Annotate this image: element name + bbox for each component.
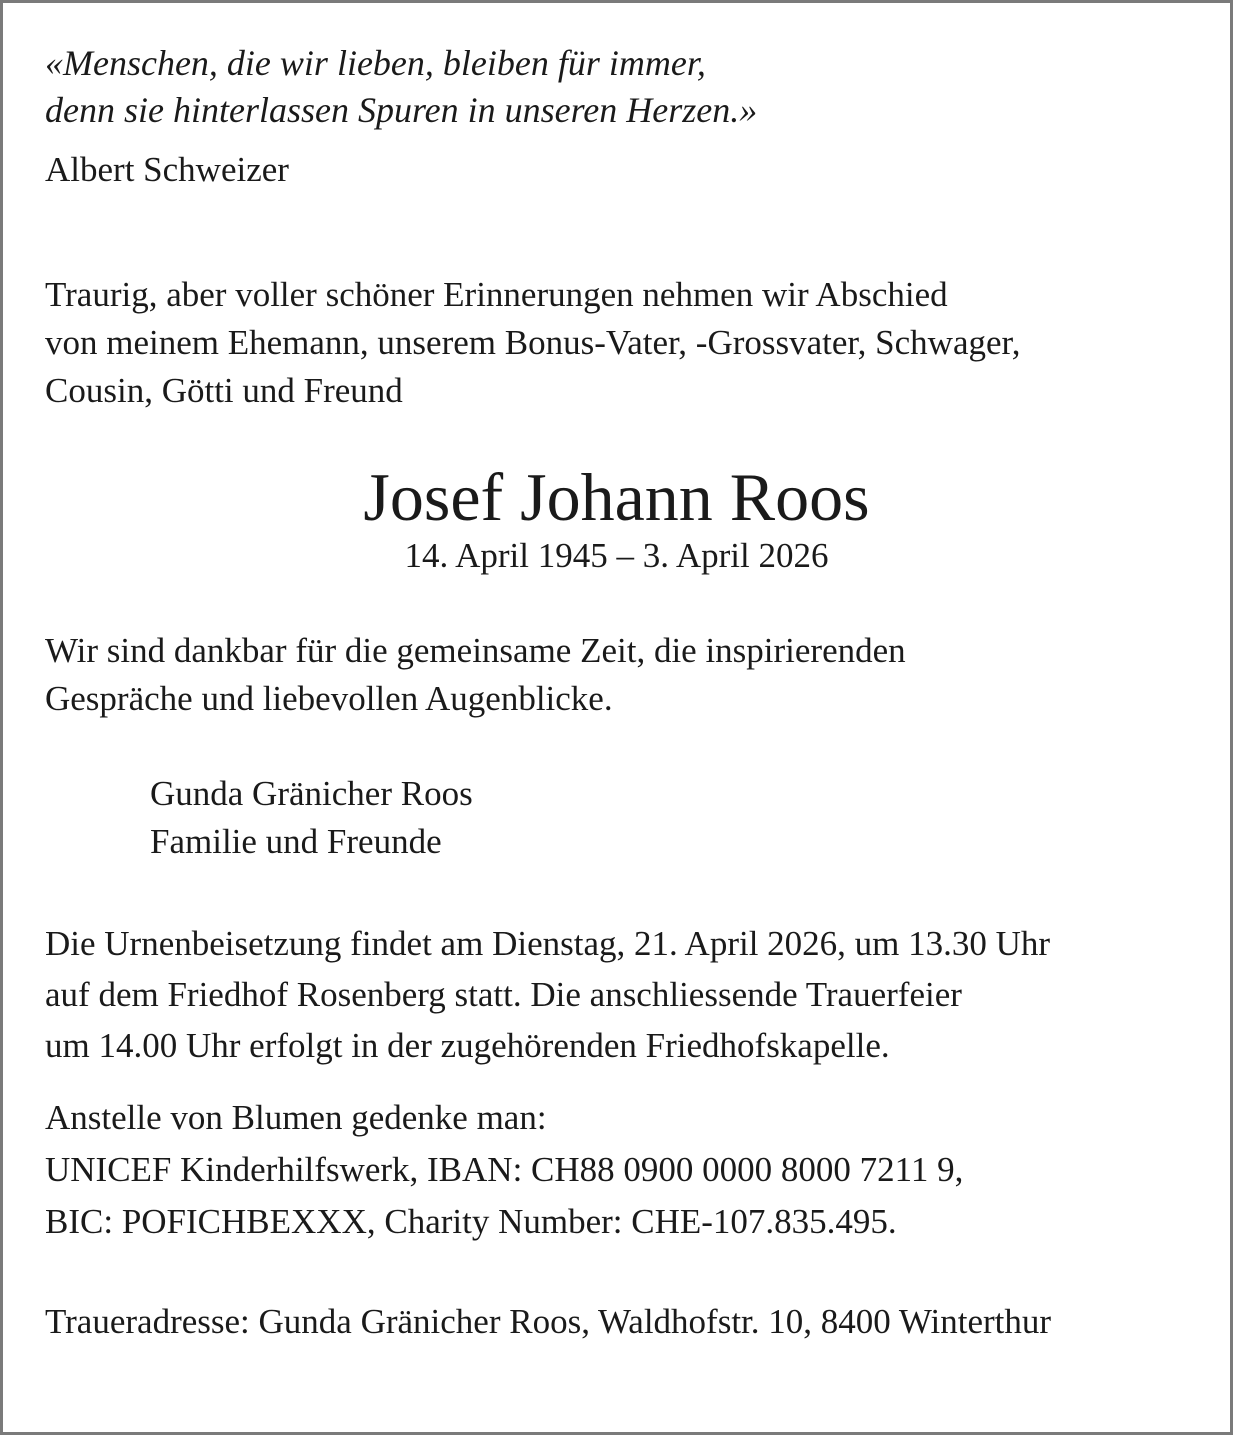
mourning-address: Traueradresse: Gunda Gränicher Roos, Waldhofstr. 10, 8400 Winterthur [45,1302,1052,1341]
mourner-line-1: Gunda Gränicher Roos [150,774,473,813]
ceremony-details [45,918,1205,1071]
donation-line-1: Anstelle von Blumen gedenke man: [45,1098,547,1137]
mourner-line-2: Familie und Freunde [150,822,442,861]
ceremony-line-2: auf dem Friedhof Rosenberg statt. Die anschliessende Trauerfeier [45,975,962,1014]
quote-line-1: «Menschen, die wir lieben, bleiben für immer, [45,43,706,83]
ceremony-line-1: Die Urnenbeisetzung findet am Dienstag, 21. April 2026, um 13.30 Uhr [45,924,1051,963]
epigraph-quote [45,40,1205,134]
ceremony-line-3: um 14.00 Uhr erfolgt in der zugehörenden Friedhofskapelle. [45,1026,890,1065]
donation-line-2: UNICEF Kinderhilfswerk, IBAN: CH88 0900 0000 8000 7211 9, [45,1150,964,1189]
intro-line-2: von meinem Ehemann, unserem Bonus-Vater, -Grossvater, Schwager, [45,323,1021,362]
quote-author: Albert Schweizer [45,150,289,189]
donation-details [45,1092,1205,1248]
thanks-line-2: Gespräche und liebevollen Augenblicke. [45,679,613,718]
mourners-list [45,770,1205,866]
intro-line-3: Cousin, Götti und Freund [45,371,403,410]
obituary-notice [45,40,1205,1346]
announcement-intro [45,271,1205,415]
intro-line-1: Traurig, aber voller schöner Erinnerungen nehmen wir Abschied [45,275,948,314]
deceased-name: Josef Johann Roos [363,459,870,535]
quote-line-2: denn sie hinterlassen Spuren in unseren Herzen.» [45,90,758,130]
life-dates: 14. April 1945 – 3. April 2026 [404,536,829,575]
thanks-text [45,627,1205,723]
thanks-line-1: Wir sind dankbar für die gemeinsame Zeit, die inspirierenden [45,631,906,670]
donation-line-3: BIC: POFICHBEXXX, Charity Number: CHE-107.835.495. [45,1202,897,1241]
